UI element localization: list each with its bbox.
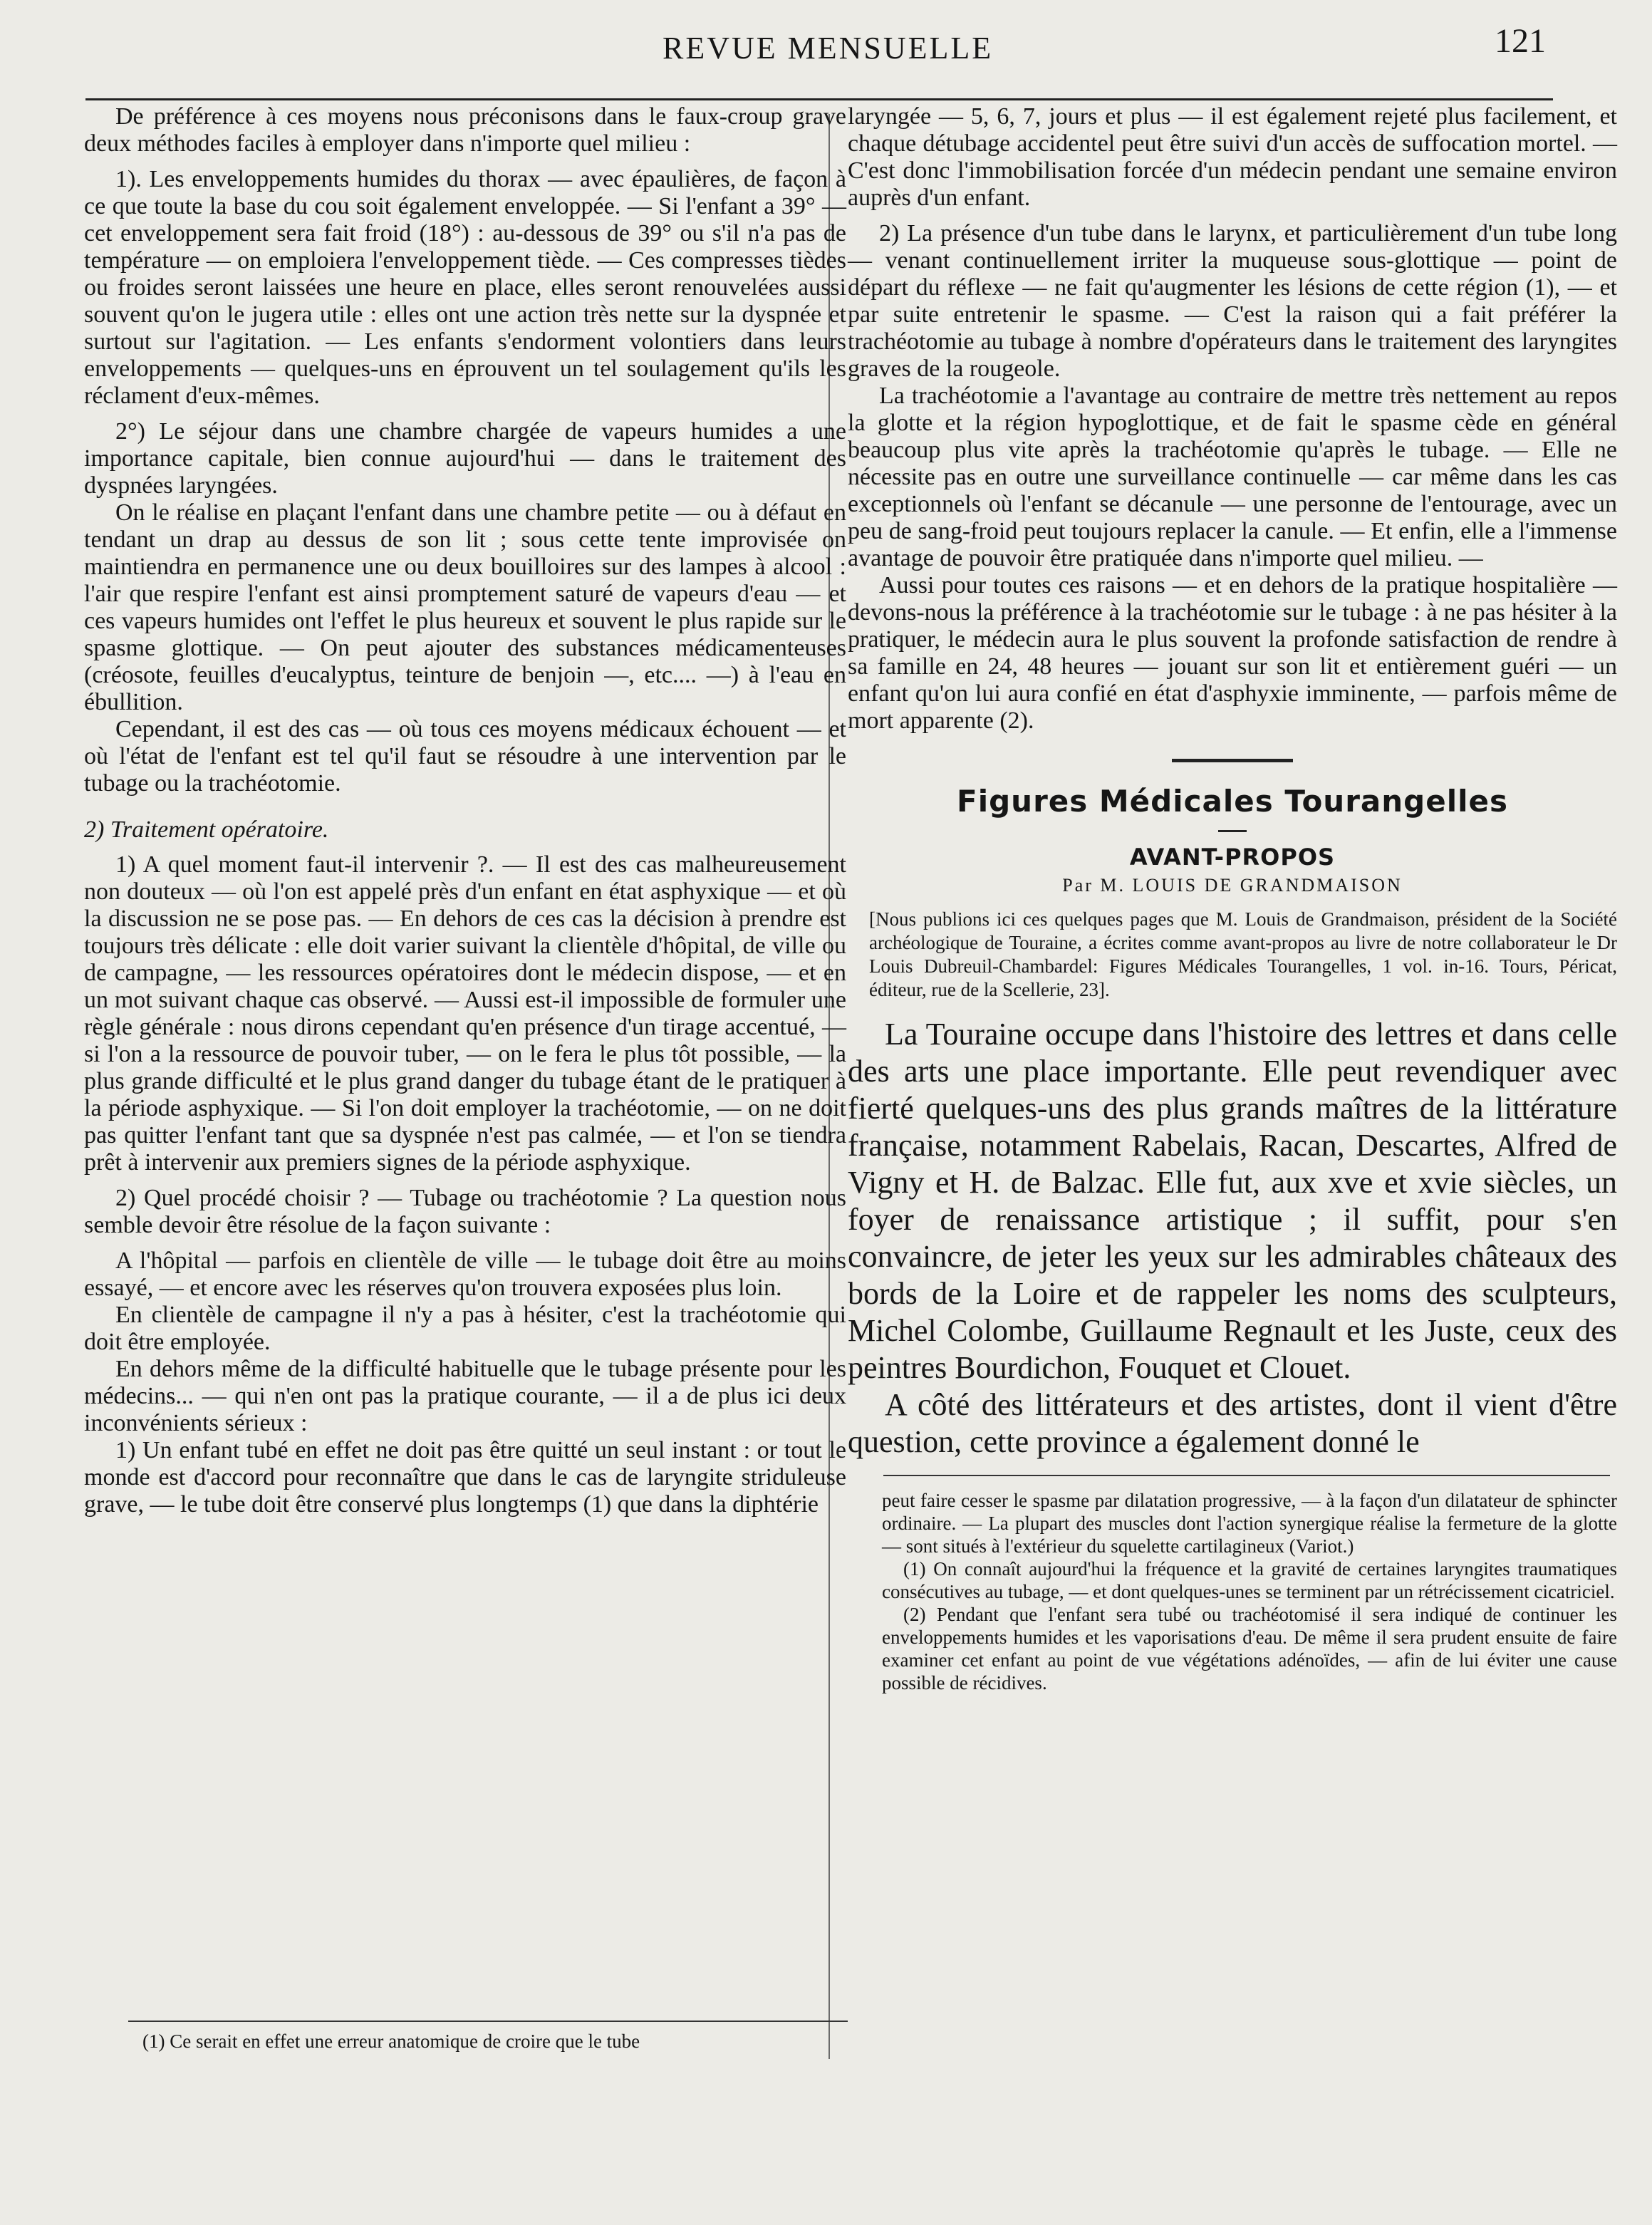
paragraph: De préférence à ces moyens nous préconisons dans le faux-croup grave deux méthodes faciles à employer dans n'importe quel milieu : — [84, 103, 846, 157]
section-rule — [1218, 830, 1247, 832]
intro-paragraph: La Touraine occupe dans l'histoire des lettres et dans celle des arts une place importante. Elle peut revendiquer avec fierté quelques-uns des plus grands maîtres de la littérature française, notamment Rabelais, Racan, Descartes, Alfred de Vigny et H. de Balzac. Elle fut, aux xve et xvie siècles, un foyer de renaissance artistique ; il suffit, pour s'en convaincre, de jeter les yeux sur les admirables châteaux des bords de la Loire et de rappeler les noms des sculpteurs, Michel Colombe, Guillaume Regnault et les Juste, ceux des peintres Bourdichon, Fouquet et Clouet. — [848, 1017, 1617, 1385]
page-number: 121 — [1495, 22, 1546, 60]
footnote: (1) Ce serait en effet une erreur anatomique de croire que le tube — [142, 2030, 640, 2052]
paragraph: La trachéotomie a l'avantage au contraire de mettre très nettement au repos la glotte et la région hypoglottique, et de fait le spasme cède en général beaucoup plus vite après la trachéotomie qu'après le tubage. — Elle ne nécessite pas en outre une surveillance continuelle — car même dans les cas exceptionnels où l'enfant se décanule — une personne de l'entourage, avec un peu de sang-froid peut toujours replacer la canule. — Et enfin, elle a l'immense avantage de pouvoir être pratiquée dans n'importe quel milieu. — — [848, 383, 1617, 571]
paragraph: 1) A quel moment faut-il intervenir ?. — Il est des cas malheureusement non douteux — où l'on est appelé près d'un enfant en état asphyxique — et où la discussion ne se pose pas. — En dehors de ces cas la décision à prendre est toujours très délicate : elle doit varier suivant la clientèle d'hôpital, de ville ou de campagne, — les ressources opératoires dont le médecin dispose, — et en un mot suivant chaque cas observé. — Aussi est-il impossible de formuler une règle générale : nous dirons cependant qu'en présence d'un tirage accentué, — si l'on a la ressource de pouvoir tuber, — on le fera le plus tôt possible, — la plus grande difficulté et le plus grand danger du tubage étant de le pratiquer à la période asphyxique. — Si l'on doit employer la trachéotomie, — on ne doit pas quitter l'enfant tant que sa dyspnée n'est pas calmée, — et l'on se tiendra prêt à intervenir aux premiers signes de la période asphyxique. — [84, 851, 846, 1176]
paragraph: 2°) Le séjour dans une chambre chargée de vapeurs humides a une importance capitale, bien connue aujourd'hui — dans le traitement des dyspnées laryngées. — [84, 418, 846, 499]
paragraph: 2) Quel procédé choisir ? — Tubage ou trachéotomie ? La question nous semble devoir être résolue de la façon suivante : — [84, 1185, 846, 1238]
byline: Par M. LOUIS DE GRANDMAISON — [1062, 875, 1403, 896]
paragraph: laryngée — 5, 6, 7, jours et plus — il est également rejeté plus facilement, et chaque détubage accidentel peut être suivi d'un accès de suffocation mortel. — C'est donc l'immobilisation forcée d'un médecin pendant une semaine environ auprès d'un enfant. — [848, 103, 1617, 211]
intro-paragraph: A côté des littérateurs et des artistes, dont il vient d'être question, cette province a également donné le — [848, 1387, 1617, 1459]
subheading: 2) Traitement opératoire. — [84, 816, 329, 843]
editor-note: [Nous publions ici ces quelques pages que M. Louis de Grandmaison, président de la Société archéologique de Touraine, a écrites comme avant-propos au livre de notre collaborateur le Dr Louis Dubreuil-Chambardel: Figures Médicales Tourangelles, 1 vol. in-16. Tours, Péricat, éditeur, rue de la Scellerie, 23]. — [869, 908, 1617, 1000]
running-title: REVUE MENSUELLE — [663, 31, 994, 66]
avant-propos-heading: AVANT-PROPOS — [1129, 844, 1336, 871]
paragraph: A l'hôpital — parfois en clientèle de ville — le tubage doit être au moins essayé, — et encore avec les réserves qu'on trouvera exposées plus loin. — [84, 1248, 846, 1301]
footnote: (2) Pendant que l'enfant sera tubé ou trachéotomisé il sera indiqué de continuer les enveloppements humides et les vaporisations d'eau. De même il sera prudent ensuite de faire examiner cet enfant au point de vue végétations adénoïdes, — afin de lui éviter une cause possible de récidives. — [882, 1604, 1617, 1694]
section-title: Figures Médicales Tourangelles — [957, 784, 1508, 819]
paragraph: En clientèle de campagne il n'y a pas à hésiter, c'est la trachéotomie qui doit être employée. — [84, 1302, 846, 1355]
paragraph: On le réalise en plaçant l'enfant dans une chambre petite — ou à défaut en tendant un drap au dessus de son lit ; sous cette tente improvisée on maintiendra en permanence une ou deux bouilloires sur des lampes à alcool : l'air que respire l'enfant est ainsi promptement saturé de vapeurs d'eau — et ces vapeurs humides ont l'effet le plus heureux et souvent le plus rapide sur le spasme glottique. — On peut ajouter des substances médicamenteuses (créosote, feuilles d'eucalyptus, teinture de benjoin —, etc.... —) à l'eau en ébullition. — [84, 499, 846, 715]
section-rule — [1172, 759, 1293, 762]
paragraph: 2) La présence d'un tube dans le larynx, et particulièrement d'un tube long — venant continuellement irriter la muqueuse sous-glottique — point de départ du réflexe — ne fait qu'augmenter les lésions de cette région (1), — et par suite entretenir le spasme. — C'est la raison qui a fait préférer la trachéotomie au tubage à nombre d'opérateurs dans le traitement des laryngites graves de la rougeole. — [848, 220, 1617, 382]
footnote: (1) On connaît aujourd'hui la fréquence et la gravité de certaines laryngites traumatiques consécutives au tubage, — et dont quelques-unes se terminent par un rétrécissement cicatriciel. — [882, 1558, 1617, 1602]
paragraph: 1). Les enveloppements humides du thorax — avec épaulières, de façon à ce que toute la base du cou soit également enveloppée. — Si l'enfant a 39° — cet enveloppement sera fait froid (18°) : au-dessous de 39° ou s'il n'a pas de température — on emploiera l'enveloppement tiède. — Ces compresses tièdes ou froides seront laissées une heure en place, elles seront renouvelées aussi souvent qu'on le jugera utile : elles ont une action très nette sur la dyspnée et surtout sur l'agitation. — Les enfants s'endorment volontiers dans leurs enveloppements — quelques-uns en éprouvent un tel soulagement qu'ils les réclament d'eux-mêmes. — [84, 166, 846, 409]
paragraph: Cependant, il est des cas — où tous ces moyens médicaux échouent — et où l'état de l'enfant est tel qu'il faut se résoudre à une intervention par le tubage ou la trachéotomie. — [84, 716, 846, 797]
paragraph: 1) Un enfant tubé en effet ne doit pas être quitté un seul instant : or tout le monde est d'accord pour reconnaître que dans le cas de laryngite striduleuse grave, — le tube doit être conservé plus longtemps (1) que dans la diphtérie — [84, 1437, 846, 1518]
footnotes — [882, 1489, 1617, 1694]
right-column — [848, 103, 1617, 1694]
footnote: peut faire cesser le spasme par dilatation progressive, — à la façon d'un dilatateur de sphincter ordinaire. — La plupart des muscles dont l'action synergique réalise la fermeture de la glotte — sont situés à l'extérieur du squelette cartilagineux (Variot.) — [882, 1490, 1617, 1557]
paragraph: En dehors même de la difficulté habituelle que le tubage présente pour les médecins... — qui n'en ont pas la pratique courante, — il a de plus ici deux inconvénients sérieux : — [84, 1356, 846, 1436]
footnote-rule — [883, 1475, 1610, 1476]
page-header — [85, 20, 1553, 100]
left-column — [84, 103, 846, 1518]
paragraph: Aussi pour toutes ces raisons — et en dehors de la pratique hospitalière — devons-nous la préférence à la trachéotomie sur le tubage : à ne pas hésiter à la pratiquer, le médecin aura le plus souvent la profonde satisfaction de rendre à sa famille en 24, 48 heures — jouant sur son lit et entièrement guéri — un enfant qu'on lui aura confié en état d'asphyxie imminente, — parfois même de mort apparente (2). — [848, 572, 1617, 734]
footnote-rule — [128, 2021, 848, 2022]
